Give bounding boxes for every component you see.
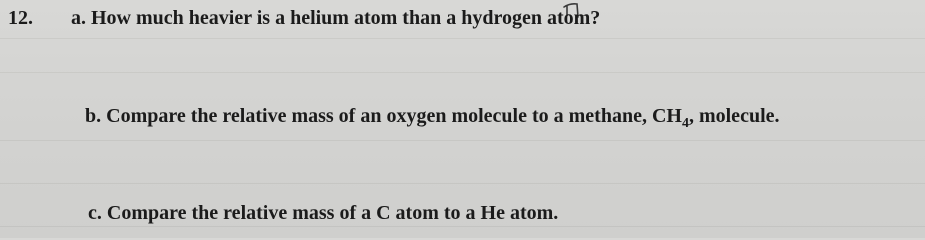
part-b-text-after: , molecule.	[688, 105, 780, 127]
part-b-text-before: Compare the relative mass of an oxygen molecule to a methane,	[106, 105, 652, 127]
part-a-label: a.	[71, 7, 86, 29]
part-a-text: How much heavier is a helium atom than a hydrogen atom?	[91, 7, 601, 29]
question-part-c	[88, 199, 558, 227]
page-texture-line	[0, 183, 925, 184]
formula-subscript: 4	[681, 116, 689, 131]
page-texture-line	[0, 38, 925, 39]
part-c-text: Compare the relative mass of a C atom to a He atom.	[106, 202, 559, 224]
part-b-label: b.	[85, 105, 102, 127]
part-c-label: c.	[88, 202, 102, 224]
question-number: 12.	[8, 7, 33, 29]
page-texture-line	[0, 72, 925, 73]
formula-base: CH	[651, 105, 682, 127]
methane-formula	[651, 105, 689, 131]
page-texture-line	[0, 140, 925, 141]
question-part-a	[71, 4, 600, 32]
question-part-b	[85, 102, 780, 138]
